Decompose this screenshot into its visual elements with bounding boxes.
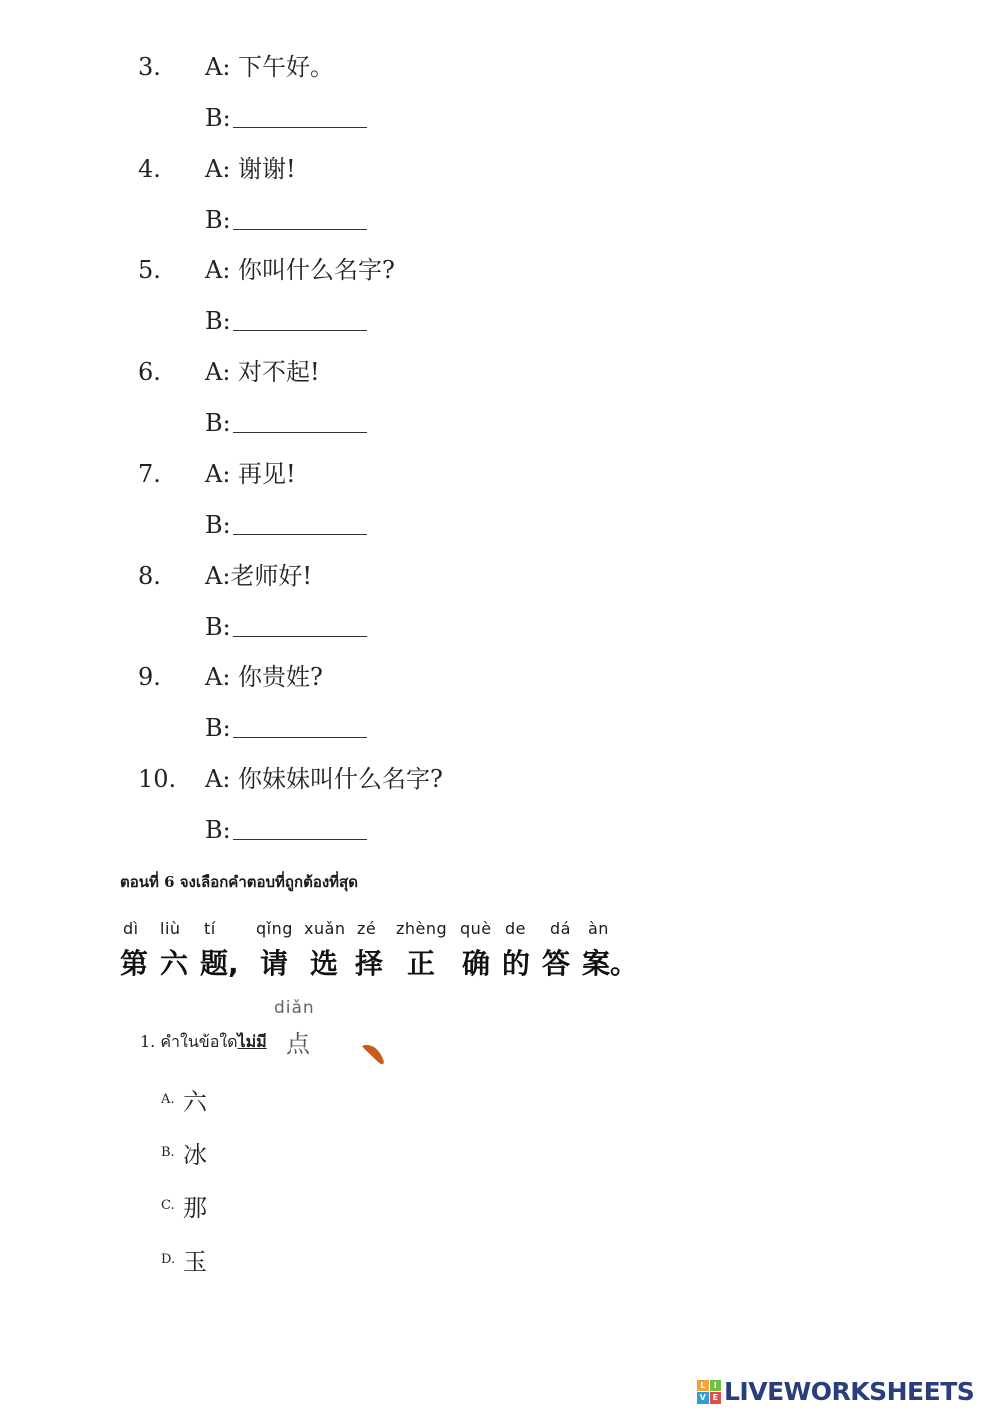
pinyin-syllable: tí (204, 919, 216, 938)
option-letter: A. (161, 1092, 175, 1107)
dialog-number: 3. (138, 53, 161, 81)
answer-blank[interactable] (233, 534, 367, 535)
logo-tile: V (697, 1392, 709, 1404)
option-character: 六 (183, 1088, 207, 1116)
logo-text: LIVEWORKSHEETS (724, 1377, 975, 1406)
answer-blank[interactable] (233, 737, 367, 738)
dialog-number: 10. (138, 765, 177, 793)
title-char: 择 (355, 947, 384, 980)
pinyin-syllable: àn (588, 919, 609, 938)
title-char: 请 (260, 947, 289, 980)
answer-blank[interactable] (233, 839, 367, 840)
option-character: 玉 (183, 1248, 207, 1276)
dialog-line-b-label: B: (205, 206, 231, 234)
title-char: 正 (407, 947, 436, 980)
liveworksheets-logo[interactable] (697, 1377, 974, 1406)
dialog-line-a: A: 你叫什么名字? (205, 256, 395, 284)
logo-tile: I (710, 1380, 722, 1392)
answer-blank[interactable] (233, 229, 367, 230)
dot-stroke-icon (360, 1042, 386, 1066)
dialog-line-b-label: B: (205, 104, 231, 132)
title-char: 的 (502, 947, 531, 980)
dialog-line-a: A: 对不起! (205, 358, 320, 386)
title-char: 案。 (582, 947, 639, 980)
dialog-line-b-label: B: (205, 511, 231, 539)
dialog-number: 8. (138, 562, 161, 590)
pinyin-syllable: dì (123, 919, 139, 938)
question-emphasis: ไม่มี (237, 1032, 267, 1051)
title-char: 选 (310, 947, 339, 980)
question-pinyin: diǎn (274, 998, 315, 1018)
title-char: 确 (462, 947, 491, 980)
dialog-line-b-label: B: (205, 409, 231, 437)
liveworksheets-logo-icon (697, 1380, 721, 1404)
answer-blank[interactable] (233, 127, 367, 128)
pinyin-syllable: de (505, 919, 526, 938)
answer-blank[interactable] (233, 330, 367, 331)
question-character: 点 (286, 1030, 310, 1058)
option-character: 冰 (183, 1141, 207, 1169)
answer-blank[interactable] (233, 432, 367, 433)
dialog-line-b-label: B: (205, 307, 231, 335)
logo-tile: L (697, 1380, 709, 1392)
title-char: 第 (120, 947, 149, 980)
option-letter: B. (161, 1145, 175, 1160)
dialog-line-a: A:老师好! (205, 562, 313, 590)
title-char: 六 (160, 947, 189, 980)
option-letter: D. (161, 1252, 176, 1267)
part6-heading: ตอนที่ 6 จงเลือกคำตอบที่ถูกต้องที่สุด (120, 873, 358, 891)
dialog-number: 6. (138, 358, 161, 386)
question-prompt (140, 1030, 267, 1055)
dialog-number: 7. (138, 460, 161, 488)
pinyin-syllable: qǐng (256, 919, 293, 938)
dialog-line-a: A: 再见! (205, 460, 296, 488)
dialog-line-a: A: 谢谢! (205, 155, 296, 183)
option-letter: C. (161, 1198, 175, 1213)
title-char: 题, (200, 947, 239, 980)
dialog-number: 5. (138, 256, 161, 284)
option-character: 那 (183, 1194, 207, 1222)
pinyin-syllable: què (460, 919, 492, 938)
dialog-line-a: A: 下午好。 (205, 53, 335, 81)
dialog-line-a: A: 你妹妹叫什么名字? (205, 765, 443, 793)
dialog-number: 9. (138, 663, 161, 691)
question-prompt-prefix: 1. คำในข้อใด (140, 1032, 238, 1051)
dialog-line-b-label: B: (205, 816, 231, 844)
pinyin-syllable: zé (357, 919, 377, 938)
pinyin-syllable: liù (160, 919, 181, 938)
dialog-line-b-label: B: (205, 613, 231, 641)
pinyin-syllable: xuǎn (304, 919, 346, 938)
answer-blank[interactable] (233, 636, 367, 637)
logo-tile: E (710, 1392, 722, 1404)
pinyin-syllable: dá (550, 919, 571, 938)
pinyin-syllable: zhèng (396, 919, 448, 938)
dialog-number: 4. (138, 155, 161, 183)
title-char: 答 (542, 947, 571, 980)
dialog-line-a: A: 你贵姓? (205, 663, 323, 691)
dialog-line-b-label: B: (205, 714, 231, 742)
